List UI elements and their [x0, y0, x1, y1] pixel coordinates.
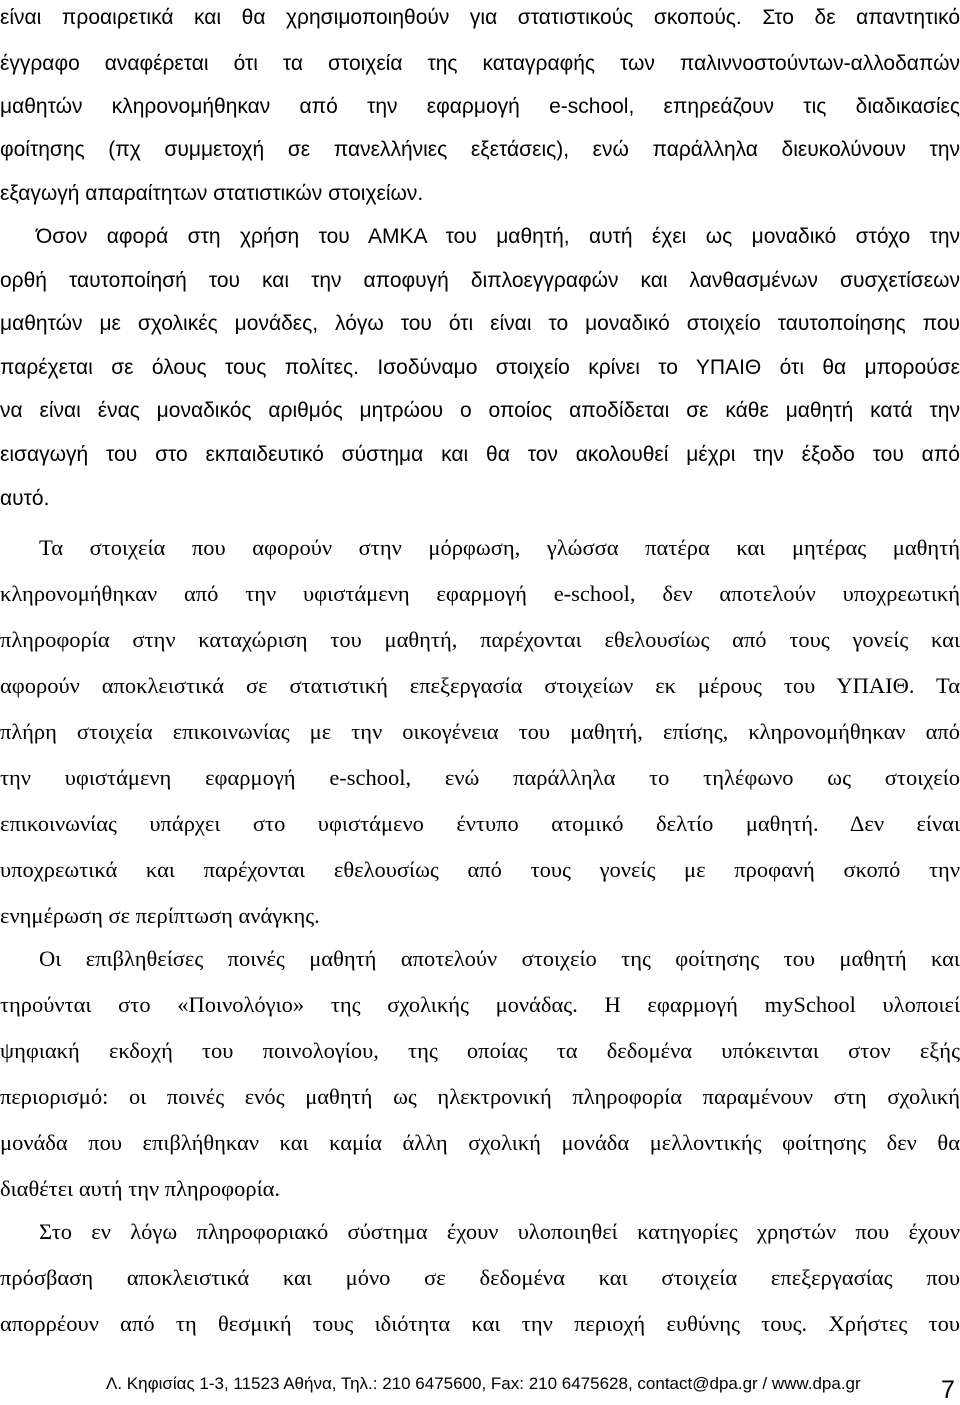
paragraph-1-line-1: είναι προαιρετικά και θα χρησιμοποιηθούν για στατιστικούς σκοπούς. Στο δε απαντητικό [0, 6, 960, 29]
page-number: 7 [941, 1376, 955, 1404]
paragraph-3-line-7: επικοινωνίας υπάρχει στο υφιστάμενο έντυπο ατομικό δελτίο μαθητή. Δεν είναι [0, 811, 960, 836]
paragraph-4-line-1: Οι επιβληθείσες ποινές μαθητή αποτελούν στοιχείο της φοίτησης του μαθητή και [39, 946, 960, 971]
paragraph-2-line-6: εισαγωγή του στο εκπαιδευτικό σύστημα και θα τον ακολουθεί μέχρι την έξοδο του από [0, 443, 960, 466]
paragraph-4-line-4: περιορισμό: οι ποινές ενός μαθητή ως ηλεκτρονική πληροφορία παραμένουν στη σχολική [0, 1084, 960, 1109]
paragraph-3-line-9: ενημέρωση σε περίπτωση ανάγκης. [0, 903, 320, 928]
paragraph-4-line-5: μονάδα που επιβλήθηκαν και καμία άλλη σχολική μονάδα μελλοντικής φοίτησης δεν θα [0, 1130, 960, 1155]
paragraph-3-line-6: την υφιστάμενη εφαρμογή e-school, ενώ παράλληλα το τηλέφωνο ως στοιχείο [0, 765, 960, 790]
paragraph-3-line-2: κληρονομήθηκαν από την υφιστάμενη εφαρμογή e-school, δεν αποτελούν υποχρεωτική [0, 581, 960, 606]
paragraph-2-line-7: αυτό. [0, 487, 50, 510]
paragraph-2-line-1: Όσον αφορά στη χρήση του ΑΜΚΑ του μαθητή, αυτή έχει ως μοναδικό στόχο την [36, 225, 960, 248]
paragraph-1-line-4: φοίτησης (πχ συμμετοχή σε πανελλήνιες εξετάσεις), ενώ παράλληλα διευκολύνουν την [0, 138, 960, 161]
paragraph-2-line-3: μαθητών με σχολικές μονάδες, λόγω του ότι είναι το μοναδικό στοιχείο ταυτοποίησης που [0, 312, 960, 335]
paragraph-1-line-5: εξαγωγή απαραίτητων στατιστικών στοιχείων. [0, 182, 424, 205]
paragraph-1-line-2: έγγραφο αναφέρεται ότι τα στοιχεία της καταγραφής των παλιννοστούντων-αλλοδαπών [0, 52, 960, 75]
paragraph-3-line-3: πληροφορία στην καταχώριση του μαθητή, παρέχονται εθελουσίως από τους γονείς και [0, 627, 960, 652]
paragraph-3-line-4: αφορούν αποκλειστικά σε στατιστική επεξεργασία στοιχείων εκ μέρους του ΥΠΑΙΘ. Τα [0, 673, 960, 698]
footer-address: Λ. Κηφισίας 1-3, 11523 Αθήνα, Τηλ.: 210 6475600, Fax: 210 6475628, contact@dpa.gr / www.dpa.gr [106, 1374, 861, 1393]
paragraph-5-line-3: απορρέουν από τη θεσμική τους ιδιότητα και την περιοχή ευθύνης τους. Χρήστες του [0, 1311, 960, 1336]
page-footer [0, 1362, 960, 1402]
paragraph-4-line-6: διαθέτει αυτή την πληροφορία. [0, 1176, 281, 1201]
paragraph-2-line-4: παρέχεται σε όλους τους πολίτες. Ισοδύναμο στοιχείο κρίνει το ΥΠΑΙΘ ότι θα μπορούσε [0, 356, 960, 379]
paragraph-2-line-5: να είναι ένας μοναδικός αριθμός μητρώου ο οποίος αποδίδεται σε κάθε μαθητή κατά την [0, 399, 960, 422]
paragraph-2-line-2: ορθή ταυτοποίησή του και την αποφυγή διπλοεγγραφών και λανθασμένων συσχετίσεων [0, 269, 960, 292]
paragraph-1-line-3: μαθητών κληρονομήθηκαν από την εφαρμογή e-school, επηρεάζουν τις διαδικασίες [0, 95, 960, 118]
paragraph-5-line-2: πρόσβαση αποκλειστικά και μόνο σε δεδομένα και στοιχεία επεξεργασίας που [0, 1265, 960, 1290]
paragraph-4-line-2: τηρούνται στο «Ποινολόγιο» της σχολικής μονάδας. Η εφαρμογή mySchool υλοποιεί [0, 992, 960, 1017]
paragraph-3-line-1: Τα στοιχεία που αφορούν στην μόρφωση, γλώσσα πατέρα και μητέρας μαθητή [39, 535, 960, 560]
paragraph-3-line-5: πλήρη στοιχεία επικοινωνίας με την οικογένεια του μαθητή, επίσης, κληρονομήθηκαν από [0, 719, 960, 744]
paragraph-5-line-1: Στο εν λόγω πληροφοριακό σύστημα έχουν υλοποιηθεί κατηγορίες χρηστών που έχουν [39, 1219, 960, 1244]
paragraph-3-line-8: υποχρεωτικά και παρέχονται εθελουσίως από τους γονείς με προφανή σκοπό την [0, 857, 960, 882]
paragraph-4-line-3: ψηφιακή εκδοχή του ποινολογίου, της οποίας τα δεδομένα υπόκεινται στον εξής [0, 1038, 960, 1063]
